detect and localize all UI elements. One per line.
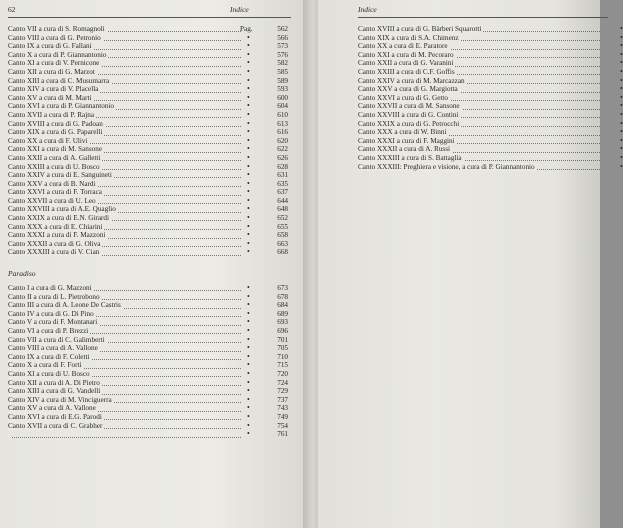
- entry-text: Canto XXVII a cura di U. Leo: [8, 196, 96, 205]
- entry-page-number: 628: [277, 162, 288, 171]
- entry-text: Canto XXVIII a cura di A.E. Quaglio: [8, 205, 116, 214]
- entry-text: Canto VII a cura di C. Galimberti: [8, 335, 105, 344]
- entry-page-number: 724: [277, 378, 288, 387]
- bullet-mark: •: [247, 247, 250, 257]
- bullet-mark: •: [620, 49, 623, 59]
- entry-text: Canto XXIX a cura di E.N. Girardi: [8, 214, 109, 223]
- toc-entry: [358, 92, 623, 103]
- entry-text: Canto XXII a cura di G. Varanini: [358, 59, 454, 68]
- bullet-mark: •: [247, 49, 250, 59]
- bullet-mark: •: [247, 343, 250, 353]
- bullet-mark: •: [247, 230, 250, 240]
- entry-page-number: 610: [277, 110, 288, 119]
- entry-page-number: 622: [277, 145, 288, 154]
- entry-page-number: 668: [277, 248, 288, 257]
- bullet-mark: •: [620, 127, 623, 137]
- entry-text: Canto XX a cura di F. Ulivi: [8, 136, 88, 145]
- toc-entry: [8, 248, 291, 257]
- entry-text: Canto IX a cura di G. Fallani: [8, 42, 92, 51]
- entry-text: Canto V a cura di F. Montanari: [8, 318, 98, 327]
- bullet-mark: •: [247, 403, 250, 413]
- bullet-mark: •: [247, 429, 250, 439]
- entry-page-number: 576: [277, 50, 288, 59]
- bullet-mark: •: [247, 221, 250, 231]
- bullet-mark: •: [247, 283, 250, 293]
- bullet-mark: •: [247, 66, 250, 76]
- entry-page-number: 761: [277, 430, 288, 439]
- bullet-mark: •: [247, 394, 250, 404]
- toc-entry: [358, 118, 623, 129]
- bullet-mark: •: [247, 101, 250, 111]
- bullet-mark: •: [620, 161, 623, 171]
- bullet-mark: •: [620, 58, 623, 68]
- entry-page-number: 689: [277, 309, 288, 318]
- entry-page-number: 573: [277, 42, 288, 51]
- bullet-mark: •: [247, 204, 250, 214]
- bullet-mark: •: [247, 75, 250, 85]
- entry-page-number: 616: [277, 128, 288, 137]
- bullet-mark: •: [247, 317, 250, 327]
- bullet-mark: •: [620, 118, 623, 128]
- bullet-mark: •: [247, 41, 250, 51]
- entry-text: Canto XXXII a cura di G. Oliva: [8, 239, 101, 248]
- bullet-mark: •: [247, 178, 250, 188]
- bullet-mark: •: [247, 109, 250, 119]
- bullet-mark: •: [620, 152, 623, 162]
- entry-text: Canto XXVI a cura di G. Getto: [358, 93, 449, 102]
- entry-text: Canto XV a cura di M. Marti: [8, 93, 92, 102]
- entry-text: Canto II a cura di L. Pietrobono: [8, 292, 100, 301]
- entry-text: Canto XI a cura di U. Bosco: [8, 369, 90, 378]
- right-header-rule: [358, 17, 608, 18]
- entry-page-number: 658: [277, 231, 288, 240]
- bullet-mark: •: [620, 84, 623, 94]
- entry-text: Canto X a cura di P. Giannantonio: [8, 50, 107, 59]
- toc-entry: [358, 152, 623, 163]
- entry-text: Canto VIII a cura di A. Vallone: [8, 344, 98, 353]
- entry-text: Canto I a cura di G. Mazzoni: [8, 284, 92, 293]
- entry-page-number: 663: [277, 239, 288, 248]
- entry-text: Canto XXIV a cura di E. Sanguineti: [8, 171, 112, 180]
- entry-text: Canto XXXI a cura di F. Maggini: [358, 136, 455, 145]
- right-running-head: [358, 4, 600, 16]
- entry-page-number: 600: [277, 93, 288, 102]
- entry-page-number: 684: [277, 301, 288, 310]
- entry-page-number: 715: [277, 361, 288, 370]
- bullet-mark: •: [247, 238, 250, 248]
- entry-page-number: 593: [277, 85, 288, 94]
- toc-entry: [358, 84, 623, 94]
- bullet-mark: •: [247, 58, 250, 68]
- entry-text: Canto VI a cura di P. Brezzi: [8, 327, 89, 335]
- entry-page-number: 720: [277, 369, 288, 378]
- toc-entry: [358, 101, 623, 111]
- paradiso-section-title: Paradiso: [8, 269, 36, 279]
- entry-text: Canto VII a cura di S. Romagnoli: [8, 25, 105, 33]
- entry-text: Canto XIX a cura di G. Paparelli: [8, 128, 103, 137]
- bullet-mark: •: [247, 195, 250, 205]
- entry-page-number: 562: [277, 25, 288, 33]
- toc-entry: [358, 109, 623, 120]
- bullet-mark: •: [247, 32, 250, 42]
- entry-text: Canto XVI a cura di E.G. Parodi: [8, 412, 102, 421]
- entry-text: Canto XII a cura di G. Marzot: [8, 67, 95, 76]
- entry-text: Canto XIX a cura di S.A. Chimenz: [358, 33, 459, 42]
- entry-page-number: 631: [277, 171, 288, 180]
- entry-text: Canto XXXII a cura di A. Russi: [358, 145, 451, 154]
- dot-leader: [12, 437, 241, 438]
- bullet-mark: •: [247, 377, 250, 387]
- paradiso-entry-list: [8, 284, 291, 439]
- entry-text: Canto XIV a cura di V. Placella: [8, 85, 99, 94]
- right-running-title: Indice: [358, 5, 377, 14]
- toc-entry: [358, 41, 623, 51]
- entry-page-number: 696: [277, 327, 288, 335]
- entry-text: Canto XII a cura di A. Di Pietro: [8, 378, 100, 387]
- toc-entry: [358, 49, 623, 60]
- left-page: [0, 0, 305, 528]
- entry-text: Canto XXX a cura di W. Binni: [358, 128, 447, 137]
- bullet-mark: •: [247, 360, 250, 370]
- toc-entry: [358, 58, 623, 68]
- bullet-mark: •: [247, 300, 250, 310]
- entry-page-number: 637: [277, 188, 288, 197]
- toc-entry: [358, 75, 623, 86]
- entry-page-number: 644: [277, 196, 288, 205]
- entry-text: Canto XXIII a cura di U. Bosco: [8, 162, 100, 171]
- entry-page-number: 626: [277, 153, 288, 162]
- entry-text: Canto XVIII a cura di G. Bàrberi Squarotti: [358, 25, 482, 33]
- entry-text: Canto XVII a cura di C. Grabher: [8, 421, 103, 430]
- entry-text: Canto XXV a cura di G. Margiotta: [358, 85, 458, 94]
- entry-text: Canto XXII a cura di A. Galletti: [8, 153, 101, 162]
- left-header-rule: [8, 17, 291, 18]
- right-entry-list: [358, 24, 623, 171]
- bullet-mark: •: [620, 135, 623, 145]
- entry-page-number: 582: [277, 59, 288, 68]
- entry-text: Canto IX a cura di F. Coletti: [8, 352, 90, 361]
- bullet-mark: •: [247, 127, 250, 137]
- entry-text: Canto XXI a cura di M. Sansone: [8, 145, 103, 154]
- bullet-mark: •: [247, 161, 250, 171]
- entry-page-number: 737: [277, 395, 288, 404]
- entry-text: Canto XXXI a cura di F. Mazzoni: [8, 231, 106, 240]
- bullet-mark: •: [247, 187, 250, 197]
- toc-entry: [358, 32, 623, 43]
- entry-page-number: 701: [277, 335, 288, 344]
- entry-text: Canto XXIV a cura di M. Marcazzan: [358, 76, 465, 85]
- toc-entry: [358, 127, 623, 137]
- bullet-mark: •: [620, 41, 623, 51]
- bullet-mark: •: [247, 308, 250, 318]
- toc-entry: [358, 135, 623, 146]
- left-running-title: Indice: [230, 5, 249, 14]
- entry-text: Canto VIII a cura di G. Petronio: [8, 33, 101, 42]
- bullet-mark: •: [620, 75, 623, 85]
- left-running-head: [8, 4, 291, 16]
- entry-page-number: 743: [277, 404, 288, 413]
- entry-page-number: 566: [277, 33, 288, 42]
- entry-text: Canto XXVIII a cura di G. Contini: [358, 110, 459, 119]
- bullet-mark: •: [247, 144, 250, 154]
- bullet-mark: •: [247, 213, 250, 223]
- bullet-mark: •: [247, 368, 250, 378]
- bullet-mark: •: [247, 170, 250, 180]
- bullet-mark: •: [620, 101, 623, 111]
- entry-text: Canto XXVI a cura di F. Torraca: [8, 188, 102, 197]
- toc-entry: [358, 66, 623, 77]
- entry-page-number: 635: [277, 179, 288, 188]
- entry-page-number: 613: [277, 119, 288, 128]
- entry-text: Canto III a cura di A. Leone De Castris: [8, 301, 121, 310]
- entry-page-number: 754: [277, 421, 288, 430]
- toc-entry: [358, 161, 623, 172]
- entry-page-number: 729: [277, 387, 288, 396]
- entry-page-number: 673: [277, 284, 288, 293]
- entry-text: Canto XXXIII a cura di V. Cian: [8, 248, 100, 257]
- bullet-mark: •: [247, 334, 250, 344]
- entry-page-number: 652: [277, 214, 288, 223]
- entry-page-number: 710: [277, 352, 288, 361]
- entry-text: Canto XI a cura di V. Pernicone: [8, 59, 100, 68]
- left-page-number: 62: [8, 5, 16, 14]
- entry-page-number: 620: [277, 136, 288, 145]
- book-gutter: [303, 0, 319, 528]
- entry-text: Canto XXVII a cura di M. Sansone: [358, 102, 460, 111]
- right-page: [318, 0, 623, 528]
- entry-text: Canto XVI a cura di P. Giannantonio: [8, 102, 114, 111]
- entry-text: Canto XXXIII a cura di S. Battaglia: [358, 153, 462, 162]
- entry-text: Canto XV a cura di A. Vallone: [8, 404, 96, 413]
- toc-entry: [8, 430, 291, 439]
- entry-page-number: 749: [277, 412, 288, 421]
- entry-text: Canto XXX a cura di E. Chiarini: [8, 222, 103, 231]
- bullet-mark: •: [247, 84, 250, 94]
- entry-text: Canto XX a cura di E. Paratore: [358, 42, 448, 51]
- entry-page-number: 648: [277, 205, 288, 214]
- bullet-mark: •: [247, 118, 250, 128]
- bullet-mark: •: [247, 326, 250, 335]
- toc-entry: [358, 24, 623, 34]
- entry-page-number: 589: [277, 76, 288, 85]
- bullet-mark: •: [247, 351, 250, 361]
- bullet-mark: •: [247, 411, 250, 421]
- entry-text: Canto XXI a cura di M. Pecoraro: [358, 50, 454, 59]
- pag-label: Pag.: [240, 25, 253, 33]
- toc-entry: [358, 144, 623, 154]
- entry-text: Canto X a cura di F. Forti: [8, 361, 82, 370]
- bullet-mark: •: [620, 92, 623, 102]
- entry-text: Canto XXIII a cura di C.F. Goffis: [358, 67, 455, 76]
- entry-text: Canto IV a cura di G. Di Pino: [8, 309, 94, 318]
- entry-page-number: 585: [277, 67, 288, 76]
- bullet-mark: •: [247, 386, 250, 396]
- entry-text: Canto XXXIII: Preghiera e visione, a cura di P. Giannantonio: [358, 162, 535, 171]
- bullet-mark: •: [247, 291, 250, 301]
- bullet-mark: •: [620, 144, 623, 154]
- entry-text: Canto XXV a cura di B. Nardi: [8, 179, 96, 188]
- bullet-mark: •: [620, 109, 623, 119]
- entry-text: Canto XIV a cura di M. Vinciguerra: [8, 395, 112, 404]
- entry-text: Canto XIII a cura di C. Musumarra: [8, 76, 110, 85]
- bullet-mark: •: [247, 420, 250, 430]
- entry-page-number: 693: [277, 318, 288, 327]
- bullet-mark: •: [620, 24, 623, 33]
- entry-text: Canto XVIII a cura di G. Padoan: [8, 119, 103, 128]
- entry-page-number: 678: [277, 292, 288, 301]
- bullet-mark: •: [620, 32, 623, 42]
- bullet-mark: •: [620, 66, 623, 76]
- entry-page-number: 604: [277, 102, 288, 111]
- entry-page-number: 655: [277, 222, 288, 231]
- entry-page-number: 705: [277, 344, 288, 353]
- bullet-mark: •: [247, 135, 250, 145]
- entry-text: Canto XIII a cura di G. Vandelli: [8, 387, 101, 396]
- entry-text: Canto XVII a cura di P. Rajna: [8, 110, 95, 119]
- inferno-entry-list: [8, 25, 291, 257]
- bullet-mark: •: [247, 92, 250, 102]
- entry-text: Canto XXIX a cura di G. Petrocchi: [358, 119, 460, 128]
- bullet-mark: •: [247, 152, 250, 162]
